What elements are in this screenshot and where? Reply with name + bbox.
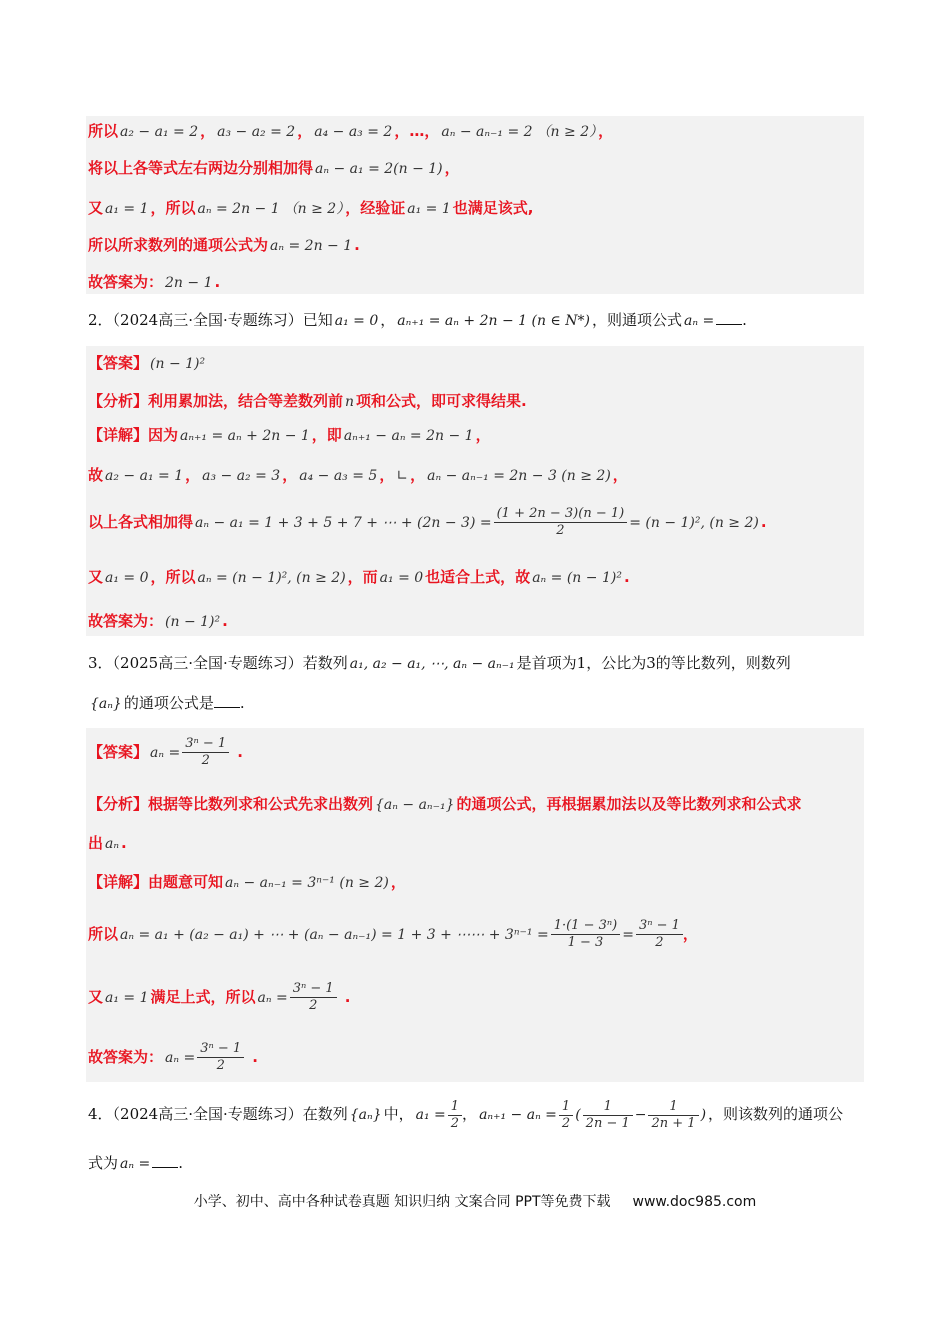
block2-answer: 【答案】 (n − 1)² <box>88 354 206 372</box>
fraction: $\frac{(1 + 2n - 3)(n - 1)}{2}$ <box>494 506 628 539</box>
block1-line-3: 又 a₁ = 1 ，所以 aₙ = 2n − 1 （n ≥ 2） ，经验证 a₁ = 1 也满足该式, <box>88 199 534 217</box>
block2-detail-2: 故 a₂ − a₁ = 1 ， a₃ − a₂ = 3 ， a₄ − a₃ = 5 ， ∟ ， aₙ − aₙ₋₁ = 2n − 3 (n ≥ 2) ， <box>88 466 628 484</box>
fraction: $\frac{1}{2n - 1}$ <box>583 1099 633 1132</box>
block2-detail-1: 【详解】因为 aₙ₊₁ = aₙ + 2n − 1 ，即 aₙ₊₁ − aₙ = 2n − 1 ， <box>88 426 491 444</box>
answer-blank <box>214 695 240 708</box>
fraction: $\frac{1}{2n + 1}$ <box>648 1099 698 1132</box>
block1-line-4: 所以所求数列的通项公式为 aₙ = 2n − 1 . <box>88 236 360 254</box>
fraction: $\frac{\text{1·(1 − 3ⁿ)}}{1 - 3}$ <box>551 918 621 951</box>
question-3-line-2: {aₙ} 的通项公式是 . <box>90 694 245 712</box>
block3-final: 故答案为： aₙ = $\frac{\text{3ⁿ − 1}}{2}$ . <box>88 1041 258 1073</box>
block3-detail-3: 又 a₁ = 1 满足上式，所以 aₙ = $\frac{\text{3ⁿ − 1}}{2}$ . <box>88 981 351 1013</box>
fraction: $\frac{\text{3ⁿ − 1}}{2}$ <box>636 918 683 951</box>
fraction: $\frac{\text{3ⁿ − 1}}{2}$ <box>182 736 229 769</box>
footer-url[interactable]: www.doc985.com <box>632 1194 757 1210</box>
fraction: $\frac{\text{3ⁿ − 1}}{2}$ <box>197 1041 244 1074</box>
page-footer: 小学、初中、高中各种试卷真题 知识归纳 文案合同 PPT等免费下载 www.doc985.com <box>193 1194 757 1210</box>
block3-analysis-2: 出 aₙ . <box>88 834 127 852</box>
block3-analysis-1: 【分析】根据等比数列求和公式先求出数列 {aₙ − aₙ₋₁} 的通项公式，再根据累加法以及等比数列求和公式求 <box>88 795 802 813</box>
question-2: 2．（2024高三·全国·专题练习）已知 a₁ = 0 ， aₙ₊₁ = aₙ + 2n − 1 (n ∈ N*) ，则通项公式 aₙ = . <box>88 311 747 329</box>
question-4-line-2: 式为 aₙ = . <box>88 1154 183 1172</box>
block1-line-1: 所以 a₂ − a₁ = 2 ， a₃ − a₂ = 2 ， a₄ − a₃ = 2 ，…， aₙ − aₙ₋₁ = 2 （n ≥ 2） ， <box>88 122 614 140</box>
fraction: $\frac{\text{3ⁿ − 1}}{2}$ <box>290 981 337 1014</box>
answer-blank <box>716 312 742 325</box>
block2-analysis: 【分析】利用累加法，结合等差数列前 n 项和公式，即可求得结果. <box>88 392 527 410</box>
block1-line-2: 将以上各等式左右两边分别相加得 aₙ − a₁ = 2(n − 1) ， <box>88 159 460 177</box>
block3-detail-2: 所以 aₙ = a₁ + (a₂ − a₁) + ⋯ + (aₙ − aₙ₋₁) = 1 + 3 + ⋯⋯ + 3ⁿ⁻¹ = $\frac{\text{1·(1 − 3ⁿ)}}{1 - 3}$ = $\frac{\text{3ⁿ − 1}}{2}$ ， <box>88 918 698 950</box>
answer-blank <box>152 1155 178 1168</box>
block2-detail-3: 以上各式相加得 aₙ − a₁ = 1 + 3 + 5 + 7 + ⋯ + (2n − 3) = $\frac{(1 + 2n - 3)(n - 1)}{2}$ = (n − 1)², (n ≥ 2) . <box>88 506 767 538</box>
question-4-line-1: 4．（2024高三·全国·专题练习）在数列 {aₙ} 中， a₁ = $\frac{1}{2}$ ， aₙ₊₁ − aₙ = $\frac{1}{2}$ ( $\frac{1}{2n - 1}$ − $\frac{1}{2n + 1}$ ) ，则该数列的通项公 <box>88 1098 844 1131</box>
solution-block-3 <box>86 728 864 1082</box>
fraction: $\frac{1}{2}$ <box>448 1099 462 1132</box>
question-3-line-1: 3．（2025高三·全国·专题练习）若数列 a₁, a₂ − a₁, ⋯, aₙ − aₙ₋₁ 是首项为1，公比为3的等比数列，则数列 <box>88 654 791 672</box>
block2-final: 故答案为： (n − 1)² . <box>88 612 228 630</box>
block1-line-5: 故答案为： 2n − 1 . <box>88 273 221 291</box>
block2-detail-4: 又 a₁ = 0 ，所以 aₙ = (n − 1)², (n ≥ 2) ，而 a₁ = 0 也适合上式，故 aₙ = (n − 1)² . <box>88 568 630 586</box>
fraction: $\frac{1}{2}$ <box>559 1099 573 1132</box>
block3-answer: 【答案】 aₙ = $\frac{\text{3ⁿ − 1}}{2}$ . <box>88 736 243 768</box>
block3-detail-1: 【详解】由题意可知 aₙ − aₙ₋₁ = 3ⁿ⁻¹ (n ≥ 2) ， <box>88 873 406 891</box>
